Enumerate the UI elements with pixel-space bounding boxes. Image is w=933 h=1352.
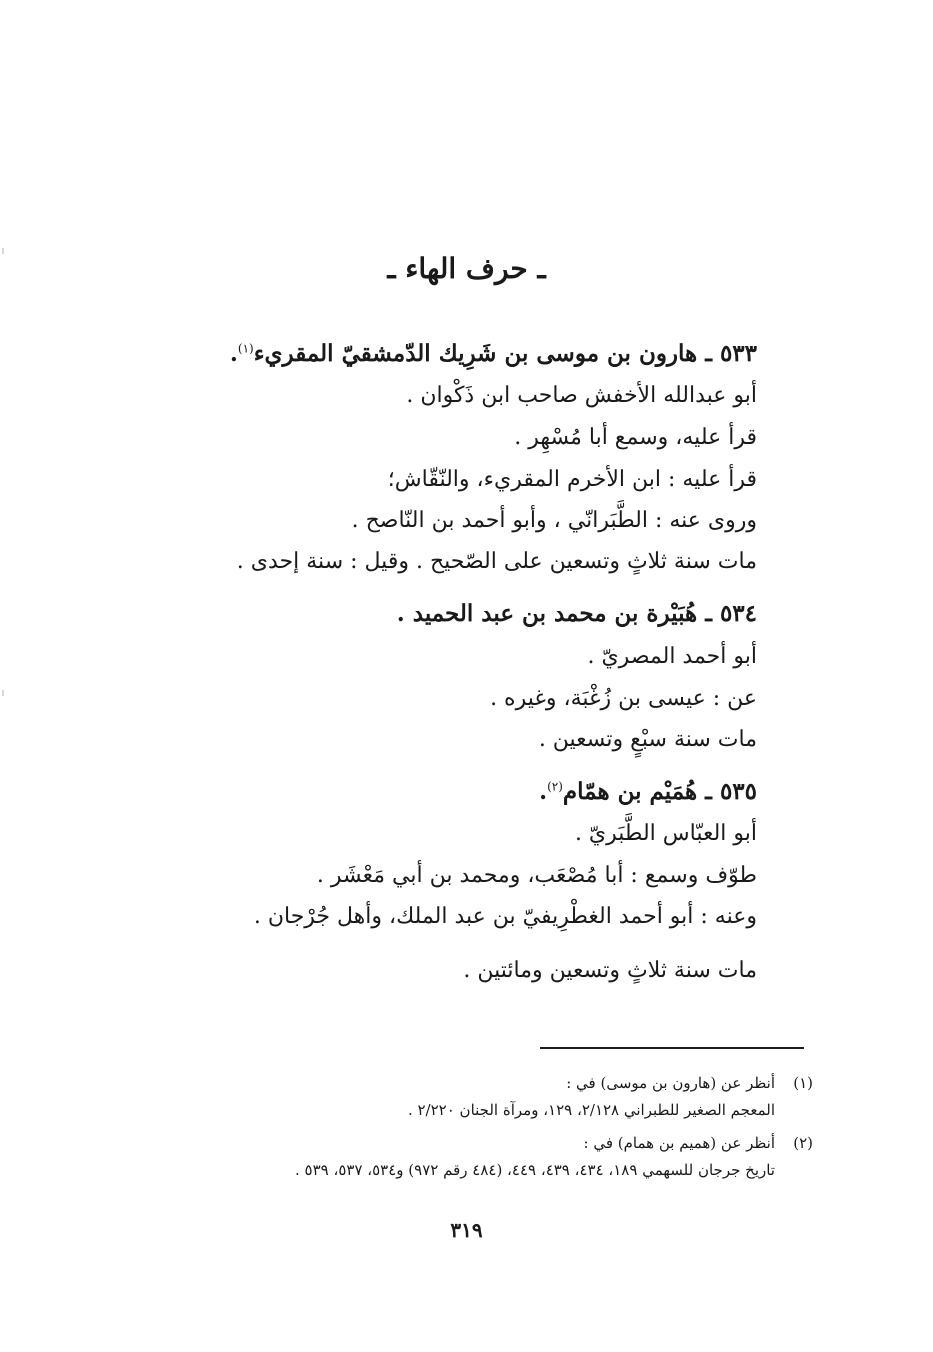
- entry-533-line: قرأ عليه، وسمع أبا مُسْهِر .: [514, 425, 757, 450]
- entry-535-line: طوّف وسمع : أبا مُصْعَب، ومحمد بن أبي مَعْشَر .: [316, 863, 757, 888]
- entry-533-line: مات سنة ثلاثٍ وتسعين على الصّحيح . وقيل : سنة إحدى .: [236, 549, 757, 574]
- entry-534-line: عن : عيسى بن زُغْبَة، وغيره .: [490, 686, 757, 711]
- footnote-text: أنظر عن (هميم بن همام) في :: [583, 1134, 775, 1152]
- entry-533-line: أبو عبدالله الأخفش صاحب ابن ذَكْوان .: [406, 383, 757, 408]
- scan-margin-mark: [2, 690, 4, 696]
- footnote-1-source: المعجم الصغير للطبراني ٢/١٢٨، ١٢٩، ومرآة الجنان ٢/٢٢٠ .: [407, 1101, 775, 1119]
- footnote-number: (١): [793, 1074, 813, 1092]
- footnote-ref: (١): [237, 341, 254, 356]
- entry-533-title: [230, 338, 757, 371]
- entry-title-text: ٥٣٣ ـ هارون بن موسى بن شَرِيك الدّمشقيّ المقريء: [253, 340, 757, 367]
- footnote-separator: [540, 1047, 804, 1049]
- page-number: ٣١٩: [450, 1218, 483, 1242]
- footnote-number: (٢): [793, 1134, 813, 1152]
- entry-535-line: وعنه : أبو أحمد الغطْرِيفيّ بن عبد الملك، وأهل جُرْجان .: [253, 904, 757, 929]
- entry-534-line: مات سنة سبْعٍ وتسعين .: [538, 727, 757, 752]
- footnote-2: [584, 1132, 813, 1154]
- footnote-ref: (٢): [547, 779, 563, 794]
- entry-535-line: مات سنة ثلاثٍ وتسعين ومائتين .: [463, 958, 757, 983]
- entry-title-end: .: [539, 778, 548, 805]
- entry-533-line: قرأ عليه : ابن الأخرم المقريء، والنّقّاش؛: [387, 467, 757, 492]
- footnote-2-source: تاريخ جرجان للسهمي ١٨٩، ٤٣٤، ٤٣٩، ٤٤٩، (٤٨٤ رقم ٩٧٢) و٥٣٤، ٥٣٧، ٥٣٩ .: [295, 1161, 775, 1179]
- entry-title-end: .: [229, 340, 238, 367]
- entry-title-text: ٥٣٥ ـ هُمَيْم بن همّام: [562, 778, 757, 805]
- footnote-text: أنظر عن (هارون بن موسى) في :: [566, 1074, 775, 1092]
- entry-535-title: [539, 776, 757, 809]
- entry-535-line: أبو العبّاس الطَّبَريّ .: [574, 821, 757, 846]
- entry-534-title: ٥٣٤ ـ هُبَيْرة بن محمد بن عبد الحميد .: [396, 600, 757, 627]
- entry-534-line: أبو أحمد المصريّ .: [587, 644, 757, 669]
- entry-533-line: وروى عنه : الطَّبَرانّي ، وأبو أحمد بن النّاصح .: [351, 508, 757, 533]
- section-heading: ـ حرف الهاء ـ: [387, 252, 546, 285]
- footnote-1: [566, 1072, 813, 1094]
